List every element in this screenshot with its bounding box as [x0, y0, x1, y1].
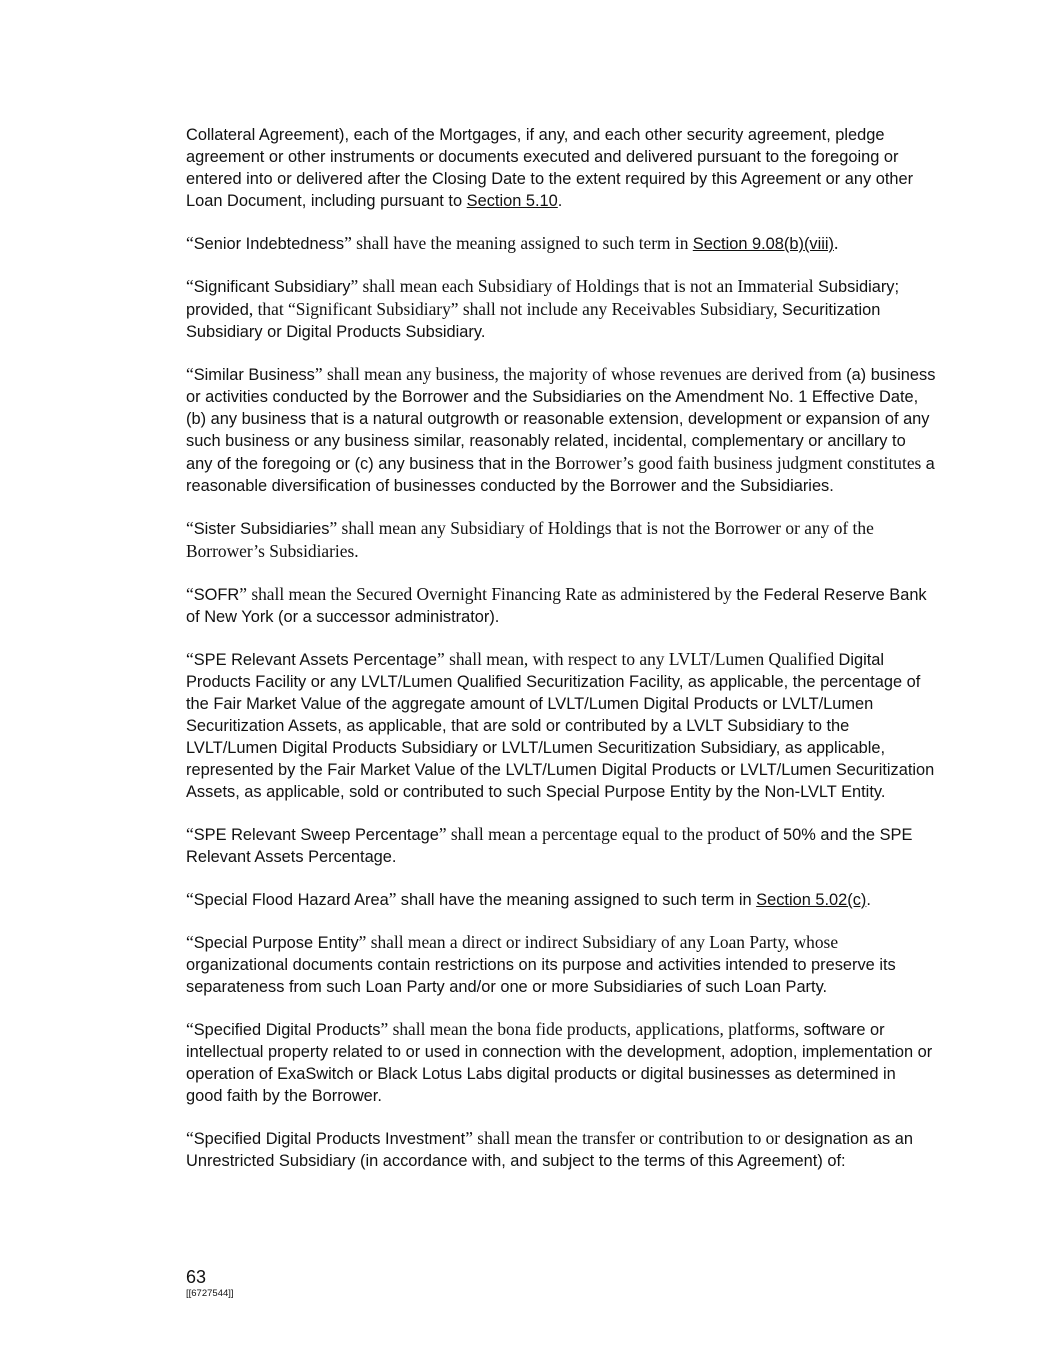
definition-paragraph-spe-relevant-assets-percentage [186, 648, 936, 803]
text-run: a reasonable diversification of businesses conducted by the Borrower and the Subsidiaries. [186, 455, 935, 495]
text-run: . [866, 891, 871, 909]
document-id: [[6727544]] [186, 1288, 234, 1299]
definition-paragraph-similar-business [186, 363, 936, 497]
text-run: Sister Subsidiaries [193, 520, 330, 538]
text-run: Special Flood Hazard Area [193, 891, 389, 909]
section-reference: Section 5.02(c) [756, 891, 867, 909]
text-run: designation as an Unrestricted Subsidiary (in accordance with, and subject to the terms of this Agreement) of: [186, 1130, 913, 1170]
serif-text-run: “ [186, 649, 194, 669]
definition-paragraph-specified-digital-products [186, 1018, 936, 1107]
page-number: 63 [186, 1267, 207, 1287]
serif-text-run: “ [186, 1019, 194, 1039]
serif-text-run: , that “Significant Subsidiary” shall not include any Receivables Subsidiary, [248, 299, 782, 319]
text-run: . [557, 192, 563, 210]
text-run: shall have the meaning assigned to such term in [400, 891, 757, 909]
text-run: Specified Digital Products [193, 1021, 381, 1039]
serif-text-run: ” shall have the meaning assigned to such term in [344, 233, 693, 253]
serif-text-run: “ [186, 364, 194, 384]
text-run: organizational documents contain restrictions on its purpose and activities intended to preserve its separateness from such Loan Party and/or one or more Subsidiaries of such Loan Party. [186, 956, 896, 996]
definition-paragraph-significant-subsidiary [186, 275, 936, 343]
serif-text-run: Borrower’s good faith business judgment constitutes [555, 453, 926, 473]
text-run: (a) business or activities conducted by the Borrower and the Subsidiaries on the Amendment No. 1 Effective Date, (b) any business that is a natural outgrowth or reasonable extension, development or expansion of any such business or any business similar, reasonably related, incidental, complementary or ancillary to any of the foregoing or (c) any business that in the [186, 366, 936, 473]
text-run: the Federal Reserve Bank of New York (or a successor administrator). [186, 586, 927, 626]
section-reference: Section 9.08(b)(viii) [692, 235, 834, 253]
serif-text-run: “ [186, 518, 194, 538]
serif-text-run: ” shall mean any business, the majority of whose revenues are derived from [314, 364, 847, 384]
text-run: Significant Subsidiary [193, 278, 351, 296]
text-run: Collateral Agreement), each of the Mortgages, if any, and each other security agreement, pledge agreement or other instruments or documents executed and delivered pursuant to the foregoing or entered into or delivered after the Closing Date to the extent required by this Agreement or any other Loan Document, including pursuant to [186, 126, 914, 210]
text-run: software or intellectual property related to or used in connection with the development, adoption, implementation or operation of ExaSwitch or Black Lotus Labs digital products or digital businesses as determined in good faith by the Borrower. [186, 1021, 933, 1105]
text-run: Securitization Subsidiary or Digital Products Subsidiary. [186, 301, 881, 341]
definition-paragraph-special-purpose-entity [186, 931, 936, 998]
serif-text-run: ” shall mean any Subsidiary of Holdings that is not the Borrower or any of the Borrower’s Subsidiaries. [186, 518, 874, 561]
page-footer [186, 1266, 234, 1300]
serif-text-run: ” shall mean each Subsidiary of Holdings that is not an Immaterial [350, 276, 818, 296]
definition-paragraph-sister-subsidiaries [186, 517, 936, 563]
definition-paragraph-collateral-continuation [186, 124, 936, 212]
serif-text-run: ” shall mean a percentage equal to the product [438, 824, 765, 844]
serif-text-run: “ [186, 584, 194, 604]
definition-paragraph-sofr [186, 583, 936, 628]
serif-text-run: . [833, 233, 839, 253]
serif-text-run: “ [186, 1128, 194, 1148]
serif-text-run: “ [186, 233, 194, 253]
text-run: SPE Relevant Sweep Percentage [193, 826, 439, 844]
text-run: Senior Indebtedness [193, 235, 345, 253]
serif-text-run: ” shall mean the bona fide products, applications, platforms, [380, 1019, 804, 1039]
text-run: Similar Business [193, 366, 315, 384]
serif-text-run: ” shall mean the transfer or contribution to or [465, 1128, 785, 1148]
serif-text-run: “ [186, 276, 194, 296]
serif-text-run: “ [186, 932, 194, 952]
text-run: Subsidiary; provided [186, 278, 900, 319]
document-body [186, 124, 936, 1192]
definition-paragraph-senior-indebtedness [186, 232, 936, 255]
serif-text-run: “ [186, 889, 194, 909]
section-reference: Section 5.10 [466, 192, 558, 210]
text-run: Digital Products Facility or any LVLT/Lumen Qualified Securitization Facility, as applicable, the percentage of the Fair Market Value of the aggregate amount of LVLT/Lumen Digital Products or LVLT/Lumen Securitization Assets, as applicable, that are sold or contributed by a LVLT Subsidiary to the LVLT/Lumen Digital Products Subsidiary or LVLT/Lumen Securitization Subsidiary, as applicable, represented by the Fair Market Value of the LVLT/Lumen Digital Products or LVLT/Lumen Securitization Assets, as applicable, sold or contributed to such Special Purpose Entity by the Non-LVLT Entity. [186, 651, 935, 801]
text-run: Specified Digital Products Investment [193, 1130, 466, 1148]
definition-paragraph-spe-relevant-sweep-percentage [186, 823, 936, 868]
serif-text-run: “ [186, 824, 194, 844]
serif-text-run: ” shall mean a direct or indirect Subsidiary of any Loan Party, whose [358, 932, 839, 952]
serif-text-run: ” [388, 889, 401, 909]
definition-paragraph-specified-digital-products-investment [186, 1127, 936, 1172]
text-run: Special Purpose Entity [193, 934, 359, 952]
serif-text-run: ” shall mean, with respect to any LVLT/Lumen Qualified [437, 649, 839, 669]
serif-text-run: ” shall mean the Secured Overnight Financing Rate as administered by [239, 584, 737, 604]
text-run: SPE Relevant Assets Percentage [193, 651, 438, 669]
definition-paragraph-special-flood-hazard-area [186, 888, 936, 911]
text-run: SOFR [193, 586, 240, 604]
text-run: of 50% and the SPE Relevant Assets Percentage. [186, 826, 913, 866]
